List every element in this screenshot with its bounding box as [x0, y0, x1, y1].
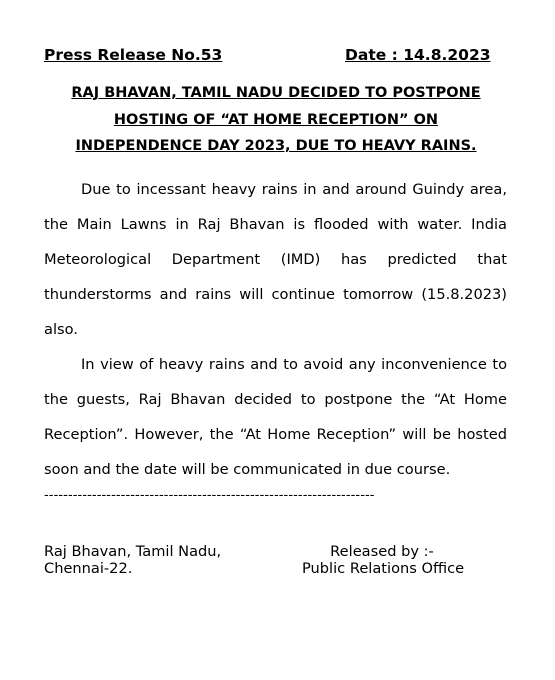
place-line-1: Raj Bhavan, Tamil Nadu, [44, 543, 222, 560]
press-release-number: Press Release No.53 [44, 46, 223, 64]
dashed-divider: --------------------------------------------------------------------- [44, 488, 375, 503]
released-by-office: Public Relations Office [302, 560, 465, 577]
release-date: Date : 14.8.2023 [345, 46, 491, 64]
released-by [302, 543, 465, 577]
headline-line-3: INDEPENDENCE DAY 2023, DUE TO HEAVY RAINS. [75, 138, 477, 154]
issuing-place [44, 543, 221, 577]
headline [44, 80, 508, 160]
place-line-2: Chennai-22. [44, 560, 133, 577]
headline-line-1: RAJ BHAVAN, TAMIL NADU DECIDED TO POSTPONE [71, 85, 481, 101]
paragraph-2: In view of heavy rains and to avoid any inconvenience to the guests, Raj Bhavan decided to postpone the “At Home Reception”. However, the “At Home Reception” will be hosted soon and the date will be communicated in due course. [44, 356, 507, 478]
headline-line-2: HOSTING OF “AT HOME RECEPTION” ON [113, 111, 439, 128]
released-by-label: Released by :- [330, 543, 434, 560]
body-text [44, 172, 507, 487]
paragraph-1: Due to incessant heavy rains in and around Guindy area, the Main Lawns in Raj Bhavan is flooded with water. India Meteorological Department (IMD) has predicted that thunderstorms and rains will continue tomorrow (15.8.2023) also. [44, 181, 507, 338]
